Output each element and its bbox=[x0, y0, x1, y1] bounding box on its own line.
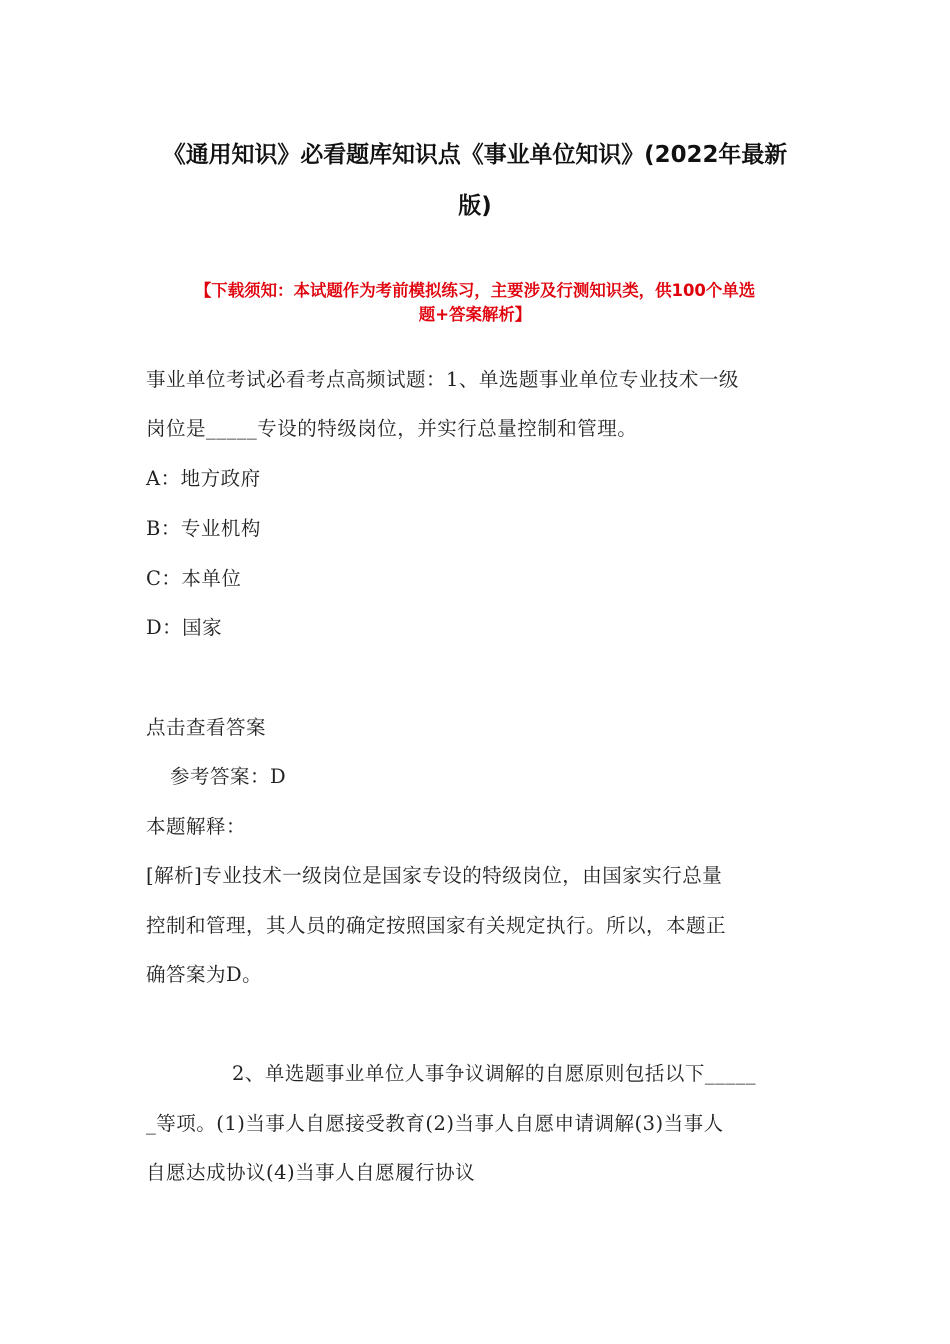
question-1-text-line-1: 事业单位考试必看考点高频试题：1、单选题事业单位专业技术一级 bbox=[146, 368, 739, 391]
option-a: A：地方政府 bbox=[146, 467, 261, 490]
option-b: B：专业机构 bbox=[146, 517, 261, 540]
download-notice-line-1: 【下载须知：本试题作为考前模拟练习，主要涉及行测知识类，供100个单选 bbox=[194, 281, 756, 300]
explanation-label: 本题解释： bbox=[146, 815, 247, 838]
question-2-text-line-3: 自愿达成协议(4)当事人自愿履行协议 bbox=[146, 1161, 476, 1184]
explanation-line-2: 控制和管理，其人员的确定按照国家有关规定执行。所以，本题正 bbox=[146, 914, 727, 937]
view-answer-link[interactable]: 点击查看答案 bbox=[146, 716, 267, 739]
explanation-line-1: [解析]专业技术一级岗位是国家专设的特级岗位，由国家实行总量 bbox=[146, 864, 723, 887]
document-title-line-2: 版) bbox=[458, 193, 492, 219]
download-notice-line-2: 题+答案解析】 bbox=[418, 305, 532, 324]
option-c: C：本单位 bbox=[146, 567, 242, 590]
explanation-line-3: 确答案为D。 bbox=[146, 963, 263, 986]
document-title-line-1: 《通用知识》必看题库知识点《事业单位知识》(2022年最新 bbox=[162, 142, 788, 168]
question-2-text-line-1: 2、单选题事业单位人事争议调解的自愿原则包括以下_____ bbox=[232, 1062, 757, 1085]
question-2-text-line-2: _等项。(1)当事人自愿接受教育(2)当事人自愿申请调解(3)当事人 bbox=[146, 1112, 724, 1135]
option-d: D：国家 bbox=[146, 616, 223, 639]
question-1-text-line-2: 岗位是_____专设的特级岗位，并实行总量控制和管理。 bbox=[146, 417, 638, 440]
reference-answer: 参考答案：D bbox=[170, 765, 287, 788]
